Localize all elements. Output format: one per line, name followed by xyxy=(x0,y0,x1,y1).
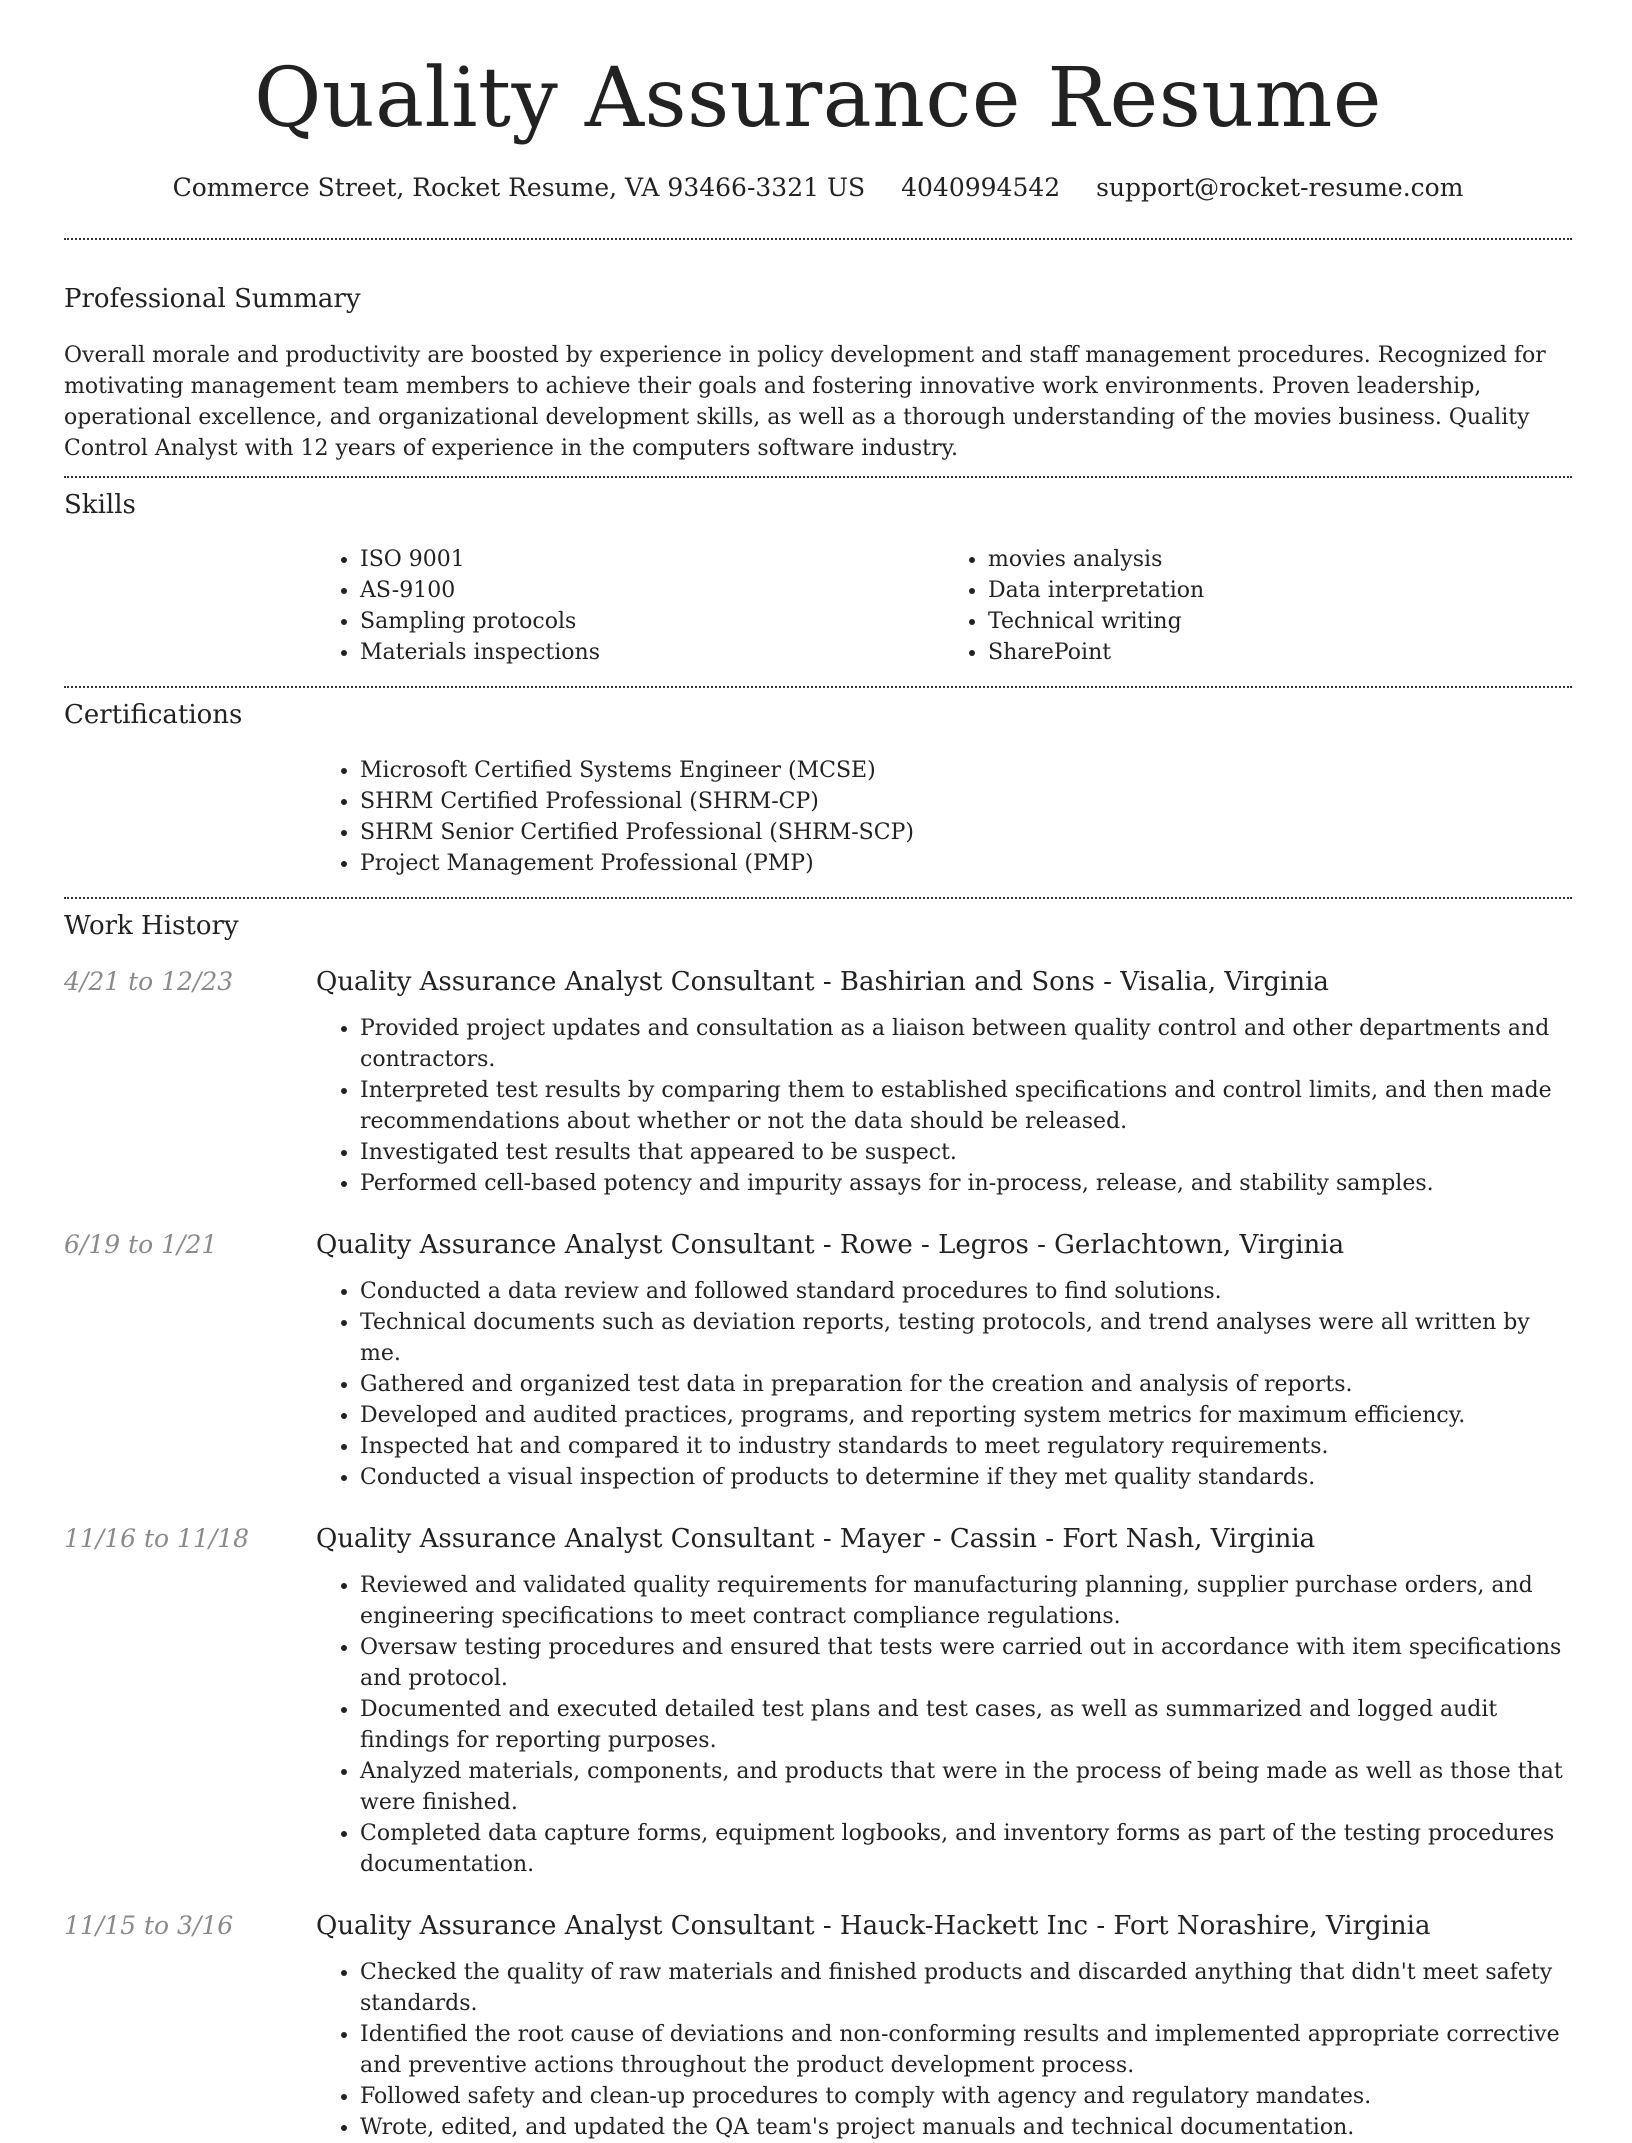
job-header xyxy=(64,967,1572,997)
job-title: Quality Assurance Analyst Consultant - Rowe - Legros - Gerlachtown, Virginia xyxy=(316,1229,1345,1260)
certifications-title: Certifications xyxy=(64,700,243,731)
job-title: Quality Assurance Analyst Consultant - Mayer - Cassin - Fort Nash, Virginia xyxy=(316,1523,1316,1554)
job-dates: 11/16 to 11/18 xyxy=(64,1523,250,1553)
job-bullet: • Wrote, edited, and updated the QA team's project manuals and technical documentation. xyxy=(360,2112,1572,2143)
job-bullet: • Followed safety and clean-up procedures to comply with agency and regulatory mandates. xyxy=(360,2081,1572,2112)
job-dates: 4/21 to 12/23 xyxy=(64,966,234,996)
job-bullet: • Identified the root cause of deviations and non-conforming results and implemented appropriate corrective and preventive actions throughout the product development process. xyxy=(360,2019,1572,2081)
job-bullet: • Completed data capture forms, equipment logbooks, and inventory forms as part of the testing procedures documentation. xyxy=(360,1818,1572,1880)
job-bullet: • Developed and audited practices, programs, and reporting system metrics for maximum efficiency. xyxy=(360,1400,1572,1431)
contact-phone: 4040994542 xyxy=(901,173,1061,202)
job-bullets xyxy=(316,1957,1572,2143)
job-bullet: • Checked the quality of raw materials and finished products and discarded anything that didn't meet safety standards. xyxy=(360,1957,1572,2019)
resume-page xyxy=(64,0,1572,2143)
job-header xyxy=(64,1230,1572,1260)
summary-section xyxy=(64,284,1572,464)
contact-line xyxy=(64,173,1572,203)
job-bullet: • Provided project updates and consultation as a liaison between quality control and other departments and contractors. xyxy=(360,1013,1572,1075)
job-title: Quality Assurance Analyst Consultant - Hauck-Hackett Inc - Fort Norashire, Virginia xyxy=(316,1910,1431,1941)
divider xyxy=(64,897,1572,899)
certification-item: • SHRM Certified Professional (SHRM-CP) xyxy=(360,786,1572,817)
skill-item: • Technical writing xyxy=(988,606,1572,637)
job-bullet: • Gathered and organized test data in preparation for the creation and analysis of reports. xyxy=(360,1369,1572,1400)
contact-address: Commerce Street, Rocket Resume, VA 93466-3321 US xyxy=(172,173,866,202)
skill-item: • ISO 9001 xyxy=(360,544,944,575)
job-dates: 11/15 to 3/16 xyxy=(64,1910,234,1940)
skills-column-1 xyxy=(316,544,944,668)
work-history-title: Work History xyxy=(64,910,239,941)
job-bullet: • Conducted a data review and followed standard procedures to find solutions. xyxy=(360,1276,1572,1307)
job-dates: 6/19 to 1/21 xyxy=(64,1229,218,1259)
work-history-section xyxy=(64,911,1572,2143)
skill-item: • Data interpretation xyxy=(988,575,1572,606)
skill-item: • Sampling protocols xyxy=(360,606,944,637)
certification-item: • Project Management Professional (PMP) xyxy=(360,848,1572,879)
resume-name: Quality Assurance Resume xyxy=(254,51,1382,146)
summary-text: Overall morale and productivity are boosted by experience in policy development and staff management procedures. Recognized for motivating management team members to achieve their goals and fostering innovative work environments. Proven leadership, operational excellence, and organizational development skills, as well as a thorough understanding of the movies business. Quality Control Analyst with 12 years of experience in the computers software industry. xyxy=(64,343,1546,462)
job-entry xyxy=(64,1911,1572,2143)
certification-item: • Microsoft Certified Systems Engineer (MCSE) xyxy=(360,755,1572,786)
certifications-section xyxy=(64,700,1572,878)
job-bullet: • Oversaw testing procedures and ensured that tests were carried out in accordance with item specifications and protocol. xyxy=(360,1632,1572,1694)
job-header xyxy=(64,1911,1572,1941)
skills-grid xyxy=(316,544,1572,668)
job-bullet: • Analyzed materials, components, and products that were in the process of being made as well as those that were finished. xyxy=(360,1756,1572,1818)
summary-title: Professional Summary xyxy=(64,284,361,314)
skill-item: • AS-9100 xyxy=(360,575,944,606)
job-bullets xyxy=(316,1276,1572,1493)
job-bullets xyxy=(316,1570,1572,1880)
job-bullet: • Reviewed and validated quality requirements for manufacturing planning, supplier purchase orders, and engineering specifications to meet contract compliance regulations. xyxy=(360,1570,1572,1632)
job-bullet: • Inspected hat and compared it to industry standards to meet regulatory requirements. xyxy=(360,1431,1572,1462)
skills-section xyxy=(64,490,1572,668)
skills-column-2 xyxy=(944,544,1572,668)
job-bullet: • Technical documents such as deviation reports, testing protocols, and trend analyses were all written by me. xyxy=(360,1307,1572,1369)
job-entry xyxy=(64,1524,1572,1880)
skill-item: • SharePoint xyxy=(988,637,1572,668)
job-bullet: • Documented and executed detailed test plans and test cases, as well as summarized and logged audit findings for reporting purposes. xyxy=(360,1694,1572,1756)
contact-email: support@rocket-resume.com xyxy=(1096,173,1464,202)
divider xyxy=(64,686,1572,688)
job-bullets xyxy=(316,1013,1572,1199)
job-entry xyxy=(64,1230,1572,1493)
skill-item: • Materials inspections xyxy=(360,637,944,668)
job-bullet: • Performed cell-based potency and impurity assays for in-process, release, and stability samples. xyxy=(360,1168,1572,1199)
skills-title: Skills xyxy=(64,490,136,521)
certification-item: • SHRM Senior Certified Professional (SHRM-SCP) xyxy=(360,817,1572,848)
job-bullet: • Conducted a visual inspection of products to determine if they met quality standards. xyxy=(360,1462,1572,1493)
certifications-list xyxy=(316,755,1572,879)
job-bullet: • Interpreted test results by comparing them to established specifications and control limits, and then made recommendations about whether or not the data should be released. xyxy=(360,1075,1572,1137)
job-header xyxy=(64,1524,1572,1554)
divider xyxy=(64,476,1572,478)
job-title: Quality Assurance Analyst Consultant - Bashirian and Sons - Visalia, Virginia xyxy=(316,966,1329,997)
job-bullet: • Investigated test results that appeared to be suspect. xyxy=(360,1137,1572,1168)
job-entry xyxy=(64,967,1572,1199)
divider xyxy=(64,238,1572,240)
skill-item: • movies analysis xyxy=(988,544,1572,575)
